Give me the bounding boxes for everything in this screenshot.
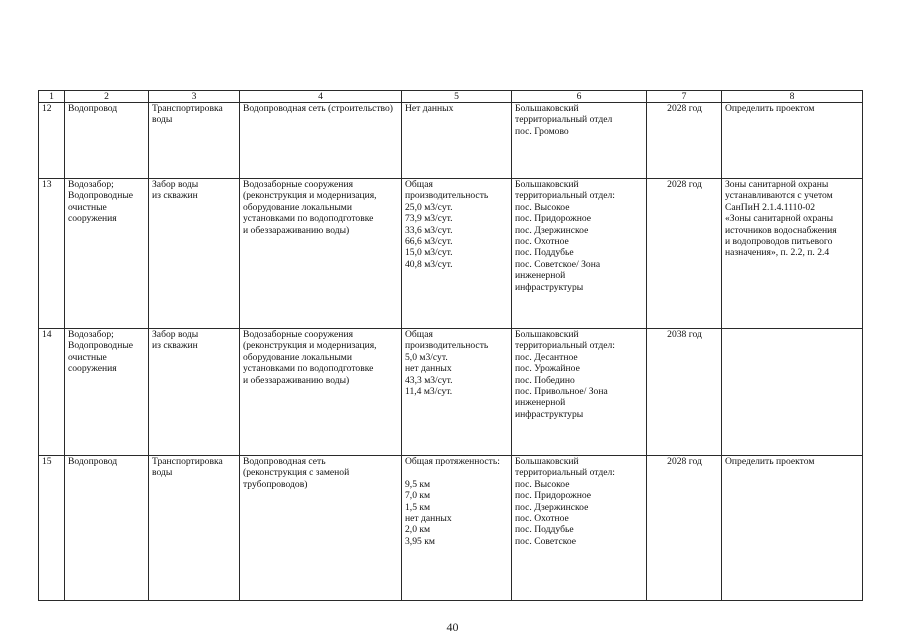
column-number: 7 [647,91,722,103]
row-number: 15 [39,456,65,601]
row-number: 13 [39,179,65,329]
capacity-cell: Общая протяженность: 9,5 км 7,0 км 1,5 км нет данных 2,0 км 3,95 км [402,456,512,601]
description-cell: Водозаборные сооружения (реконструкция и модернизация, оборудование локальными установками по водоподготовке и обеззараживанию воды) [240,329,402,456]
table-row [39,329,863,456]
table-row [39,456,863,601]
object-cell: Водопровод [65,456,149,601]
object-cell: Водозабор; Водопроводные очистные сооружения [65,179,149,329]
year-cell: 2028 год [647,179,722,329]
description-cell: Водопроводная сеть (строительство) [240,103,402,179]
description-cell: Водозаборные сооружения (реконструкция и модернизация, оборудование локальными установками по водоподготовке и обеззараживанию воды) [240,179,402,329]
purpose-cell: Забор воды из скважин [149,179,240,329]
column-number-row [39,91,863,103]
infrastructure-table [38,90,863,601]
location-cell: Большаковский территориальный отдел: пос. Десантное пос. Урожайное пос. Победино пос. Привольное/ Зона инженерной инфраструктуры [512,329,647,456]
table-row [39,179,863,329]
table-row [39,103,863,179]
year-cell: 2038 год [647,329,722,456]
purpose-cell: Транспортировка воды [149,103,240,179]
column-number: 5 [402,91,512,103]
column-number: 3 [149,91,240,103]
location-cell: Большаковский территориальный отдел: пос. Высокое пос. Придорожное пос. Дзержинское пос. Охотное пос. Поддубье пос. Советское [512,456,647,601]
year-cell: 2028 год [647,456,722,601]
capacity-cell: Общая производительность 25,0 м3/сут. 73,9 м3/сут. 33,6 м3/сут. 66,6 м3/сут. 15,0 м3/сут. 40,8 м3/сут. [402,179,512,329]
notes-cell: Определить проектом [722,456,863,601]
notes-cell: Определить проектом [722,103,863,179]
notes-cell [722,329,863,456]
object-cell: Водопровод [65,103,149,179]
page-number: 40 [446,620,459,634]
column-number: 6 [512,91,647,103]
column-number: 4 [240,91,402,103]
row-number: 12 [39,103,65,179]
purpose-cell: Транспортировка воды [149,456,240,601]
notes-cell: Зоны санитарной охраны устанавливаются с учетом СанПиН 2.1.4.1110-02 «Зоны санитарной охраны источников водоснабжения и водопроводов питьевого назначения», п. 2.2, п. 2.4 [722,179,863,329]
column-number: 8 [722,91,863,103]
location-cell: Большаковский территориальный отдел пос. Громово [512,103,647,179]
capacity-cell: Общая производительность 5,0 м3/сут. нет данных 43,3 м3/сут. 11,4 м3/сут. [402,329,512,456]
column-number: 2 [65,91,149,103]
column-number: 1 [39,91,65,103]
row-number: 14 [39,329,65,456]
capacity-cell: Нет данных [402,103,512,179]
year-cell: 2028 год [647,103,722,179]
purpose-cell: Забор воды из скважин [149,329,240,456]
description-cell: Водопроводная сеть (реконструкция с заменой трубопроводов) [240,456,402,601]
location-cell: Большаковский территориальный отдел: пос. Высокое пос. Придорожное пос. Дзержинское пос. Охотное пос. Поддубье пос. Советское/ Зона инженерной инфраструктуры [512,179,647,329]
object-cell: Водозабор; Водопроводные очистные сооружения [65,329,149,456]
